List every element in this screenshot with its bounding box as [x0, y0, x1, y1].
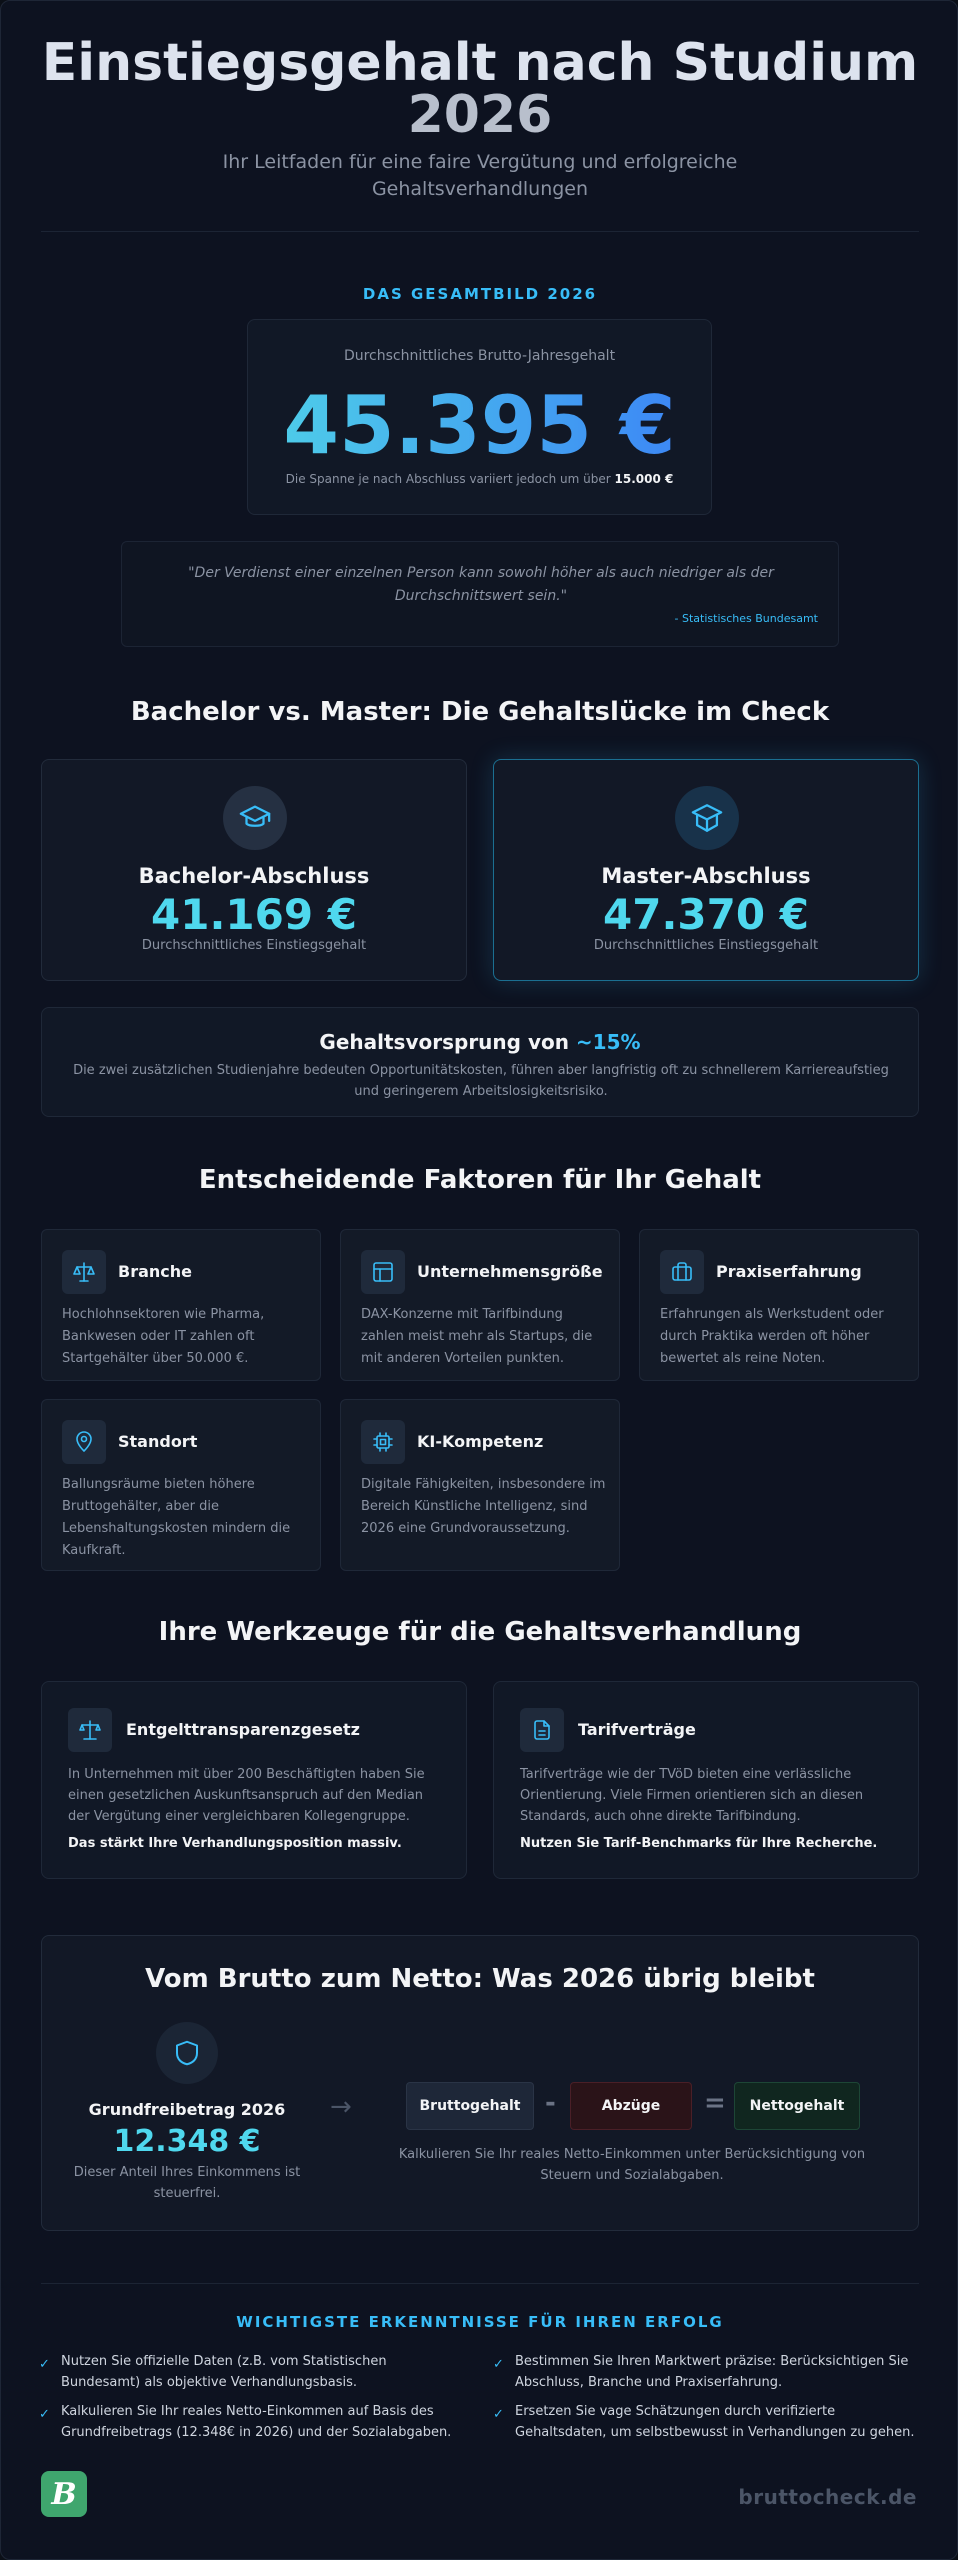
factors-heading: Entscheidende Faktoren für Ihr Gehalt	[198, 1165, 762, 1195]
scale-icon	[62, 1250, 106, 1294]
gross-pill: Bruttogehalt	[406, 2082, 534, 2130]
tool-bold: Nutzen Sie Tarif-Benchmarks für Ihre Recherche.	[520, 1836, 878, 1851]
factor-card-unternehmensgroesse	[340, 1229, 620, 1381]
calc-desc: Kalkulieren Sie Ihr reales Netto-Einkommen unter Berücksichtigung von Steuern und Sozialabgaben.	[398, 2147, 866, 2183]
takeaway-item: Kalkulieren Sie Ihr reales Netto-Einkommen auf Basis des Grundfreibetrags (12.348€ in 2026) und der Sozialabgaben.	[61, 2404, 452, 2440]
allowance-label: Grundfreibetrag 2026	[88, 2100, 286, 2119]
shield-icon	[156, 2022, 218, 2084]
factor-card-praxiserfahrung	[639, 1229, 919, 1381]
deductions-pill: Abzüge	[570, 2082, 692, 2130]
logo-letter: B	[51, 2476, 77, 2512]
factor-card-standort	[41, 1399, 321, 1571]
note-text: Die Spanne je nach Abschluss variiert jedoch um über	[285, 472, 611, 486]
title-line-1: Einstiegsgehalt nach Studium	[41, 33, 919, 93]
title-line-2: 2026	[407, 85, 553, 145]
takeaways-heading: WICHTIGSTE ERKENNTNISSE FÜR IHREN ERFOLG	[236, 2313, 724, 2331]
factor-card-ki-kompetenz	[340, 1399, 620, 1571]
tool-card-entgelttransparenz	[41, 1681, 467, 1879]
salary-range-note	[248, 472, 711, 486]
factor-desc: Digitale Fähigkeiten, insbesondere im Bereich Künstliche Intelligenz, sind 2026 eine Grundvoraussetzung.	[361, 1477, 606, 1536]
tool-card-tarifvertraege	[493, 1681, 919, 1879]
factor-title: Praxiserfahrung	[716, 1262, 862, 1281]
net-pill: Nettogehalt	[734, 2082, 860, 2130]
net-salary-card	[41, 1935, 919, 2231]
factor-desc: Hochlohnsektoren wie Pharma, Bankwesen oder IT zahlen oft Startgehälter über 50.000 €.	[62, 1307, 265, 1366]
factor-title: Unternehmensgröße	[417, 1262, 603, 1281]
cpu-icon	[361, 1420, 405, 1464]
equals-operator: =	[704, 2088, 726, 2118]
graduation-box-icon	[675, 786, 739, 850]
check-icon: ✓	[39, 2407, 50, 2422]
divider	[41, 231, 919, 232]
tool-title: Tarifverträge	[578, 1720, 696, 1739]
average-salary-card	[247, 319, 712, 515]
net-heading: Vom Brutto zum Netto: Was 2026 übrig bleibt	[145, 1964, 815, 1994]
note-bold: 15.000 €	[614, 472, 674, 486]
graduation-cap-icon	[223, 786, 287, 850]
tool-desc: Tarifverträge wie der TVöD bieten eine verlässliche Orientierung. Viele Firmen orientieren sich an diesen Standards, auch ohne direkte Tarifbindung.	[520, 1767, 864, 1824]
brand-logo[interactable]	[41, 2471, 87, 2517]
check-icon: ✓	[493, 2357, 504, 2372]
gap-percent: ~15%	[575, 1030, 641, 1054]
allowance-value: 12.348 €	[113, 2124, 261, 2159]
overview-eyebrow: DAS GESAMTBILD 2026	[362, 285, 598, 303]
layout-icon	[361, 1250, 405, 1294]
bachelor-title: Bachelor-Abschluss	[138, 864, 370, 888]
check-icon: ✓	[39, 2357, 50, 2372]
factor-card-branche	[41, 1229, 321, 1381]
brand-url[interactable]: bruttocheck.de	[738, 2485, 917, 2509]
takeaway-item: Ersetzen Sie vage Schätzungen durch verifizierte Gehaltsdaten, um selbstbewusst in Verhandlungen zu gehen.	[515, 2404, 915, 2440]
degrees-heading: Bachelor vs. Master: Die Gehaltslücke im Check	[130, 697, 830, 727]
page-subtitle: Ihr Leitfaden für eine faire Vergütung und erfolgreiche Gehaltsverhandlungen	[222, 151, 738, 200]
tool-desc: In Unternehmen mit über 200 Beschäftigten haben Sie einen gesetzlichen Auskunftsanspruch auf den Median der Vergütung einer vergleichbaren Kollegengruppe.	[68, 1767, 425, 1824]
bachelor-value: 41.169 €	[151, 890, 357, 939]
tool-bold: Das stärkt Ihre Verhandlungsposition massiv.	[68, 1836, 402, 1851]
check-icon: ✓	[493, 2407, 504, 2422]
gap-description: Die zwei zusätzlichen Studienjahre bedeuten Opportunitätskosten, führen aber langfristig oft zu schnellerem Karriereaufstieg und geringerem Arbeitslosigkeitsrisiko.	[73, 1063, 889, 1099]
master-sub: Durchschnittliches Einstiegsgehalt	[593, 938, 819, 953]
briefcase-icon	[660, 1250, 704, 1294]
master-value: 47.370 €	[603, 890, 809, 939]
salary-gap-card	[41, 1007, 919, 1117]
allowance-desc: Dieser Anteil Ihres Einkommens ist steuerfrei.	[73, 2165, 301, 2201]
takeaway-item: Nutzen Sie offizielle Daten (z.B. vom Statistischen Bundesamt) als objektive Verhandlungsbasis.	[61, 2354, 387, 2390]
factor-desc: Ballungsräume bieten höhere Bruttogehälter, aber die Lebenshaltungskosten mindern die Kaufkraft.	[62, 1477, 291, 1558]
bachelor-card	[41, 759, 467, 981]
master-card	[493, 759, 919, 981]
divider	[41, 2283, 919, 2284]
gap-title-text: Gehaltsvorsprung von	[319, 1030, 569, 1054]
page-title	[1, 33, 958, 145]
tool-title: Entgelttransparenzgesetz	[126, 1720, 360, 1739]
minus-operator: -	[545, 2088, 556, 2118]
factor-desc: DAX-Konzerne mit Tarifbindung zahlen meist mehr als Startups, die mit anderen Vorteilen punkten.	[361, 1307, 593, 1366]
factor-desc: Erfahrungen als Werkstudent oder durch Praktika werden oft höher bewertet als reine Noten.	[660, 1307, 884, 1366]
document-icon	[520, 1708, 564, 1752]
factor-title: KI-Kompetenz	[417, 1432, 544, 1451]
average-salary-label: Durchschnittliches Brutto-Jahresgehalt	[343, 348, 616, 364]
tools-heading: Ihre Werkzeuge für die Gehaltsverhandlung	[158, 1617, 802, 1647]
bachelor-sub: Durchschnittliches Einstiegsgehalt	[141, 938, 367, 953]
factor-title: Standort	[118, 1432, 198, 1451]
factor-title: Branche	[118, 1262, 192, 1281]
map-pin-icon	[62, 1420, 106, 1464]
master-title: Master-Abschluss	[601, 864, 811, 888]
quote-source: - Statistisches Bundesamt	[674, 612, 818, 625]
average-salary-value: 45.395 €	[248, 378, 711, 474]
takeaway-item: Bestimmen Sie Ihren Marktwert präzise: Berücksichtigen Sie Abschluss, Branche und Praxiserfahrung.	[515, 2354, 909, 2390]
quote-text: "Der Verdienst einer einzelnen Person kann sowohl höher als auch niedriger als der Durchschnittswert sein."	[188, 565, 774, 604]
gap-title	[42, 1030, 918, 1054]
arrow-right-icon: →	[330, 2092, 352, 2122]
transparency-icon	[68, 1708, 112, 1752]
quote-card	[121, 541, 839, 647]
